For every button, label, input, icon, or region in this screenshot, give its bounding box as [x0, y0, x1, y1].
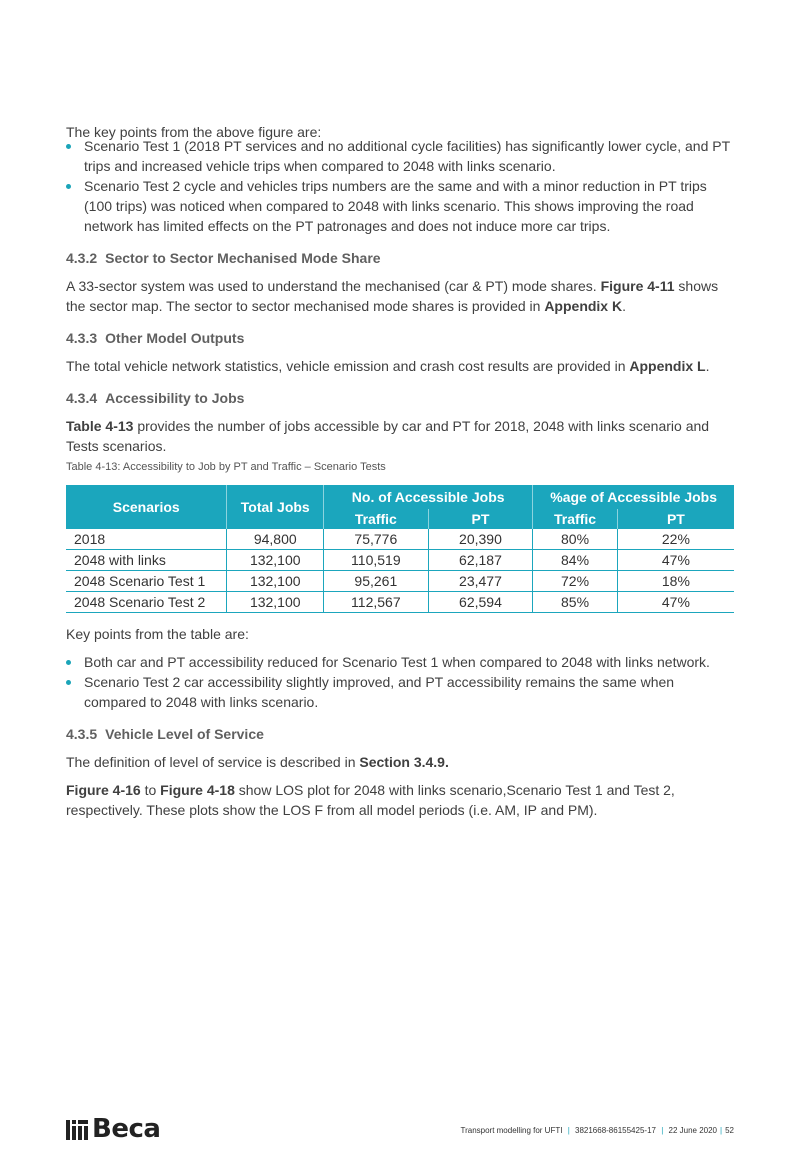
cell-traffic-pct: 85%	[533, 592, 618, 613]
page-footer	[66, 1114, 734, 1144]
appendix-ref: Appendix K	[544, 298, 623, 314]
beca-logo	[66, 1116, 160, 1142]
cell-pt-pct: 22%	[617, 529, 734, 550]
bullet-dot-icon	[66, 680, 71, 685]
cell-traffic-pct: 80%	[533, 529, 618, 550]
header-pct-accessible-jobs: %age of Accessible Jobs	[533, 485, 734, 509]
footer-reference: Transport modelling for UFTI | 3821668-86155425-17 | 22 June 2020 | 52	[460, 1126, 734, 1135]
bullet-dot-icon	[66, 184, 71, 189]
list-item: Both car and PT accessibility reduced for Scenario Test 1 when compared to 2048 with links network.	[66, 652, 734, 672]
bullet-dot-icon	[66, 144, 71, 149]
table-row	[66, 592, 734, 613]
cell-pt-pct: 47%	[617, 592, 734, 613]
section-heading-4-3-3: 4.3.3 Other Model Outputs	[66, 330, 245, 346]
beca-logo-icon	[66, 1118, 88, 1140]
figure-ref: Figure 4-16	[66, 782, 141, 798]
paragraph-mode-share: A 33-sector system was used to understand the mechanised (car & PT) mode shares. Figure 4-11 shows the sector map. The sector to sector mechanised mode shares is provided in Appendix K.	[66, 278, 719, 314]
header-pt-pct: PT	[617, 509, 734, 529]
section-heading-4-3-4: 4.3.4 Accessibility to Jobs	[66, 390, 245, 406]
cell-total: 132,100	[227, 571, 324, 592]
cell-pt-pct: 18%	[617, 571, 734, 592]
cell-total: 132,100	[227, 550, 324, 571]
figure-ref: Figure 4-11	[600, 278, 675, 294]
keypoints-text: Key points from the table are:	[66, 626, 249, 642]
cell-pt-pct: 47%	[617, 550, 734, 571]
cell-pt: 20,390	[428, 529, 533, 550]
accessibility-table	[66, 485, 734, 613]
paragraph-accessibility: Table 4-13 provides the number of jobs accessible by car and PT for 2018, 2048 with links scenario and Tests scenarios.	[66, 418, 710, 454]
cell-pt: 23,477	[428, 571, 533, 592]
cell-traffic-pct: 84%	[533, 550, 618, 571]
cell-traffic: 112,567	[324, 592, 429, 613]
cell-scenario: 2048 with links	[66, 550, 227, 571]
list-item: Scenario Test 2 car accessibility slightly improved, and PT accessibility remains the same when compared to 2048 with links scenario.	[66, 672, 734, 712]
bullet-list-table	[66, 652, 734, 712]
list-item: Scenario Test 1 (2018 PT services and no additional cycle facilities) has significantly lower cycle, and PT trips and increased vehicle trips when compared to 2048 with links scenario.	[66, 136, 734, 176]
cell-pt: 62,187	[428, 550, 533, 571]
table-row	[66, 571, 734, 592]
intro-text: The key points from the above figure are:	[66, 124, 322, 140]
table-caption: Table 4-13: Accessibility to Job by PT and Traffic – Scenario Tests	[66, 461, 386, 473]
cell-scenario: 2048 Scenario Test 2	[66, 592, 227, 613]
cell-traffic-pct: 72%	[533, 571, 618, 592]
header-no-accessible-jobs: No. of Accessible Jobs	[324, 485, 533, 509]
section-heading-4-3-5: 4.3.5 Vehicle Level of Service	[66, 726, 264, 742]
header-traffic-pct: Traffic	[533, 509, 618, 529]
cell-pt: 62,594	[428, 592, 533, 613]
list-item: Scenario Test 2 cycle and vehicles trips numbers are the same and with a minor reduction in PT trips (100 trips) was noticed when compared to 2048 with links scenario. This shows improving the road network has limited effects on the PT patronages and does not induce more car trips.	[66, 176, 734, 236]
document-date: 22 June 2020	[668, 1126, 718, 1135]
document-number: 3821668-86155425-17	[575, 1126, 656, 1135]
cell-traffic: 75,776	[324, 529, 429, 550]
paragraph-los-plots: Figure 4-16 to Figure 4-18 show LOS plot for 2048 with links scenario,Scenario Test 1 and Test 2, respectively. These plots show the LOS F from all model periods (i.e. AM, IP and PM).	[66, 782, 675, 818]
section-heading-4-3-2: 4.3.2 Sector to Sector Mechanised Mode Share	[66, 250, 381, 266]
document-title: Transport modelling for UFTI	[460, 1126, 563, 1135]
cell-traffic: 110,519	[324, 550, 429, 571]
figure-ref: Figure 4-18	[160, 782, 235, 798]
header-pt: PT	[428, 509, 533, 529]
cell-total: 94,800	[227, 529, 324, 550]
header-total-jobs: Total Jobs	[227, 485, 324, 529]
table-row	[66, 550, 734, 571]
cell-scenario: 2018	[66, 529, 227, 550]
table-ref: Table 4-13	[66, 418, 134, 434]
logo-wordmark: Beca	[92, 1114, 161, 1144]
paragraph-los-definition: The definition of level of service is described in Section 3.4.9.	[66, 754, 449, 770]
bullet-dot-icon	[66, 660, 71, 665]
cell-scenario: 2048 Scenario Test 1	[66, 571, 227, 592]
page-number: 52	[725, 1126, 734, 1135]
bullet-list-figure	[66, 136, 734, 236]
cell-total: 132,100	[227, 592, 324, 613]
header-traffic: Traffic	[324, 509, 429, 529]
section-ref: Section 3.4.9.	[359, 754, 449, 770]
paragraph-model-outputs: The total vehicle network statistics, vehicle emission and crash cost results are provided in Appendix L.	[66, 358, 710, 374]
cell-traffic: 95,261	[324, 571, 429, 592]
appendix-ref: Appendix L	[629, 358, 706, 374]
table-row	[66, 529, 734, 550]
header-scenarios: Scenarios	[66, 485, 227, 529]
